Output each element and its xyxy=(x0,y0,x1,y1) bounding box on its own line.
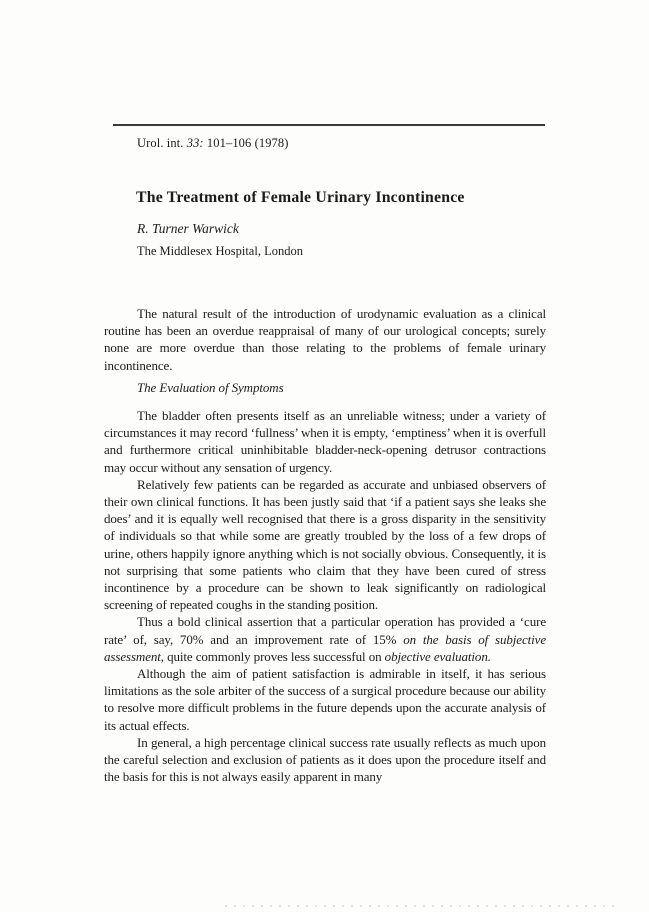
italic-phrase-objective-evaluation: objective evaluation. xyxy=(384,648,491,664)
paragraph-unbiased-observers: Relatively few patients can be regarded as accurate and unbiased observers of their own clinical functions. It has been justly said that ‘if a patient says she leaks she does’ and it is equally well recognised that there is a gross disparity in the sensitivity of individuals so that while some are greatly troubled by the loss of a few drops of urine, others happily ignore anything which is not socially obvious. Consequently, it is not surprising that some patients who claim that they have been cured of stress incontinence by a procedure can be shown to leak significantly on radiological screening of repeated coughs in the standing position. xyxy=(104,476,546,613)
article-title: The Treatment of Female Urinary Incontinence xyxy=(136,189,465,206)
header-rule xyxy=(113,124,545,126)
lead-paragraph: The natural result of the introduction of urodynamic evaluation as a clinical routine has been an overdue reappraisal of many of our urological concepts; surely none are more overdue than those relating to the problems of female urinary incontinence. xyxy=(104,306,546,373)
paragraph-success-rate: In general, a high percentage clinical success rate usually reflects as much upon the careful selection and exclusion of patients as it does upon the procedure itself and the basis for this is not always easily apparent in many xyxy=(104,734,546,785)
journal-pages: 101–106 (1978) xyxy=(206,136,289,150)
article-affiliation: The Middlesex Hospital, London xyxy=(137,244,303,258)
paragraph-cure-rate xyxy=(104,613,546,665)
scan-artifact xyxy=(225,905,615,907)
journal-name: Urol. int. xyxy=(137,136,184,150)
paragraph-segment: Thus a bold clinical assertion that a particular operation has provided a ‘cure rate’ of, say, 70% and an improvement rate of 15% xyxy=(104,614,546,647)
paragraph-patient-satisfaction: Although the aim of patient satisfaction is admirable in itself, it has serious limitations as the sole arbiter of the success of a surgical procedure because our ability to resolve more difficult problems in the future depends upon the accurate analysis of its actual effects. xyxy=(104,666,546,733)
article-body xyxy=(104,305,546,785)
article-author: R. Turner Warwick xyxy=(137,221,239,236)
paragraph-bladder-witness: The bladder often presents itself as an unreliable witness; under a variety of circumstances it may record ‘fullness’ when it is empty, ‘emptiness’ when it is overfull and furthermore critical uninhibitable bladder-neck-opening detrusor contractions may occur without any sensation of urgency. xyxy=(104,408,546,475)
section-heading: The Evaluation of Symptoms xyxy=(137,379,284,395)
italic-phrase-subjective-assessment: on the basis of subjective assessment xyxy=(104,631,546,664)
journal-citation xyxy=(137,136,289,151)
journal-volume: 33: xyxy=(186,136,204,150)
paragraph-segment: , quite commonly proves less successful on xyxy=(160,648,385,664)
